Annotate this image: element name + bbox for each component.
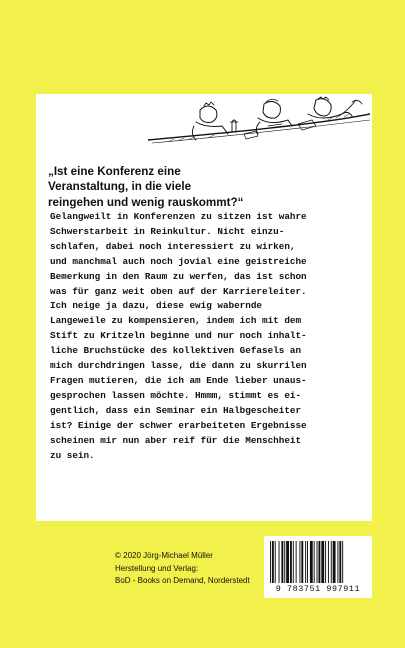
headline-quote: „Ist eine Konferenz eine Veranstaltung, in die viele reingehen und wenig rauskommt?“ — [48, 164, 244, 209]
barcode-icon — [270, 541, 366, 583]
copyright-line: © 2020 Jörg-Michael Müller — [115, 551, 213, 560]
text-panel — [36, 94, 372, 521]
blurb-text: Gelangweilt in Konferenzen zu sitzen ist wahre Schwerstarbeit in Reinkultur. Nicht einzu- schlafen, dabei noch interessiert zu wirken, und manchmal auch noch jovial eine geistreiche Bemerkung in den Raum zu werfen, das ist schon was für ganz weit oben auf der Karriereleiter. Ich neige ja dazu, diese ewig wabernde Langeweile zu kompensieren, indem ich mit dem Stift zu Kritzeln beginne und nur noch inhalt- liche Bruchstücke des kollektiven Gefasels an mich durchdringen lasse, die dann zu skurrilen Fragen mutieren, die ich am Ende lieber unaus- gesprochen lassen möchte. Hmmm, stimmt es ei- gentlich, dass ein Seminar ein Halbgescheiter ist? Einige der schwer erarbeiteten Ergebnisse scheinen mir nun aber reif für die Menschheit zu sein. — [50, 211, 307, 461]
conference-sketch-illustration — [148, 96, 370, 160]
imprint-block — [115, 550, 250, 588]
publisher-line: BoD - Books on Demand, Norderstedt — [115, 576, 250, 585]
barcode-box — [264, 536, 372, 598]
production-label: Herstellung und Verlag: — [115, 563, 199, 573]
isbn-number: 9 783751 997911 — [275, 584, 361, 594]
